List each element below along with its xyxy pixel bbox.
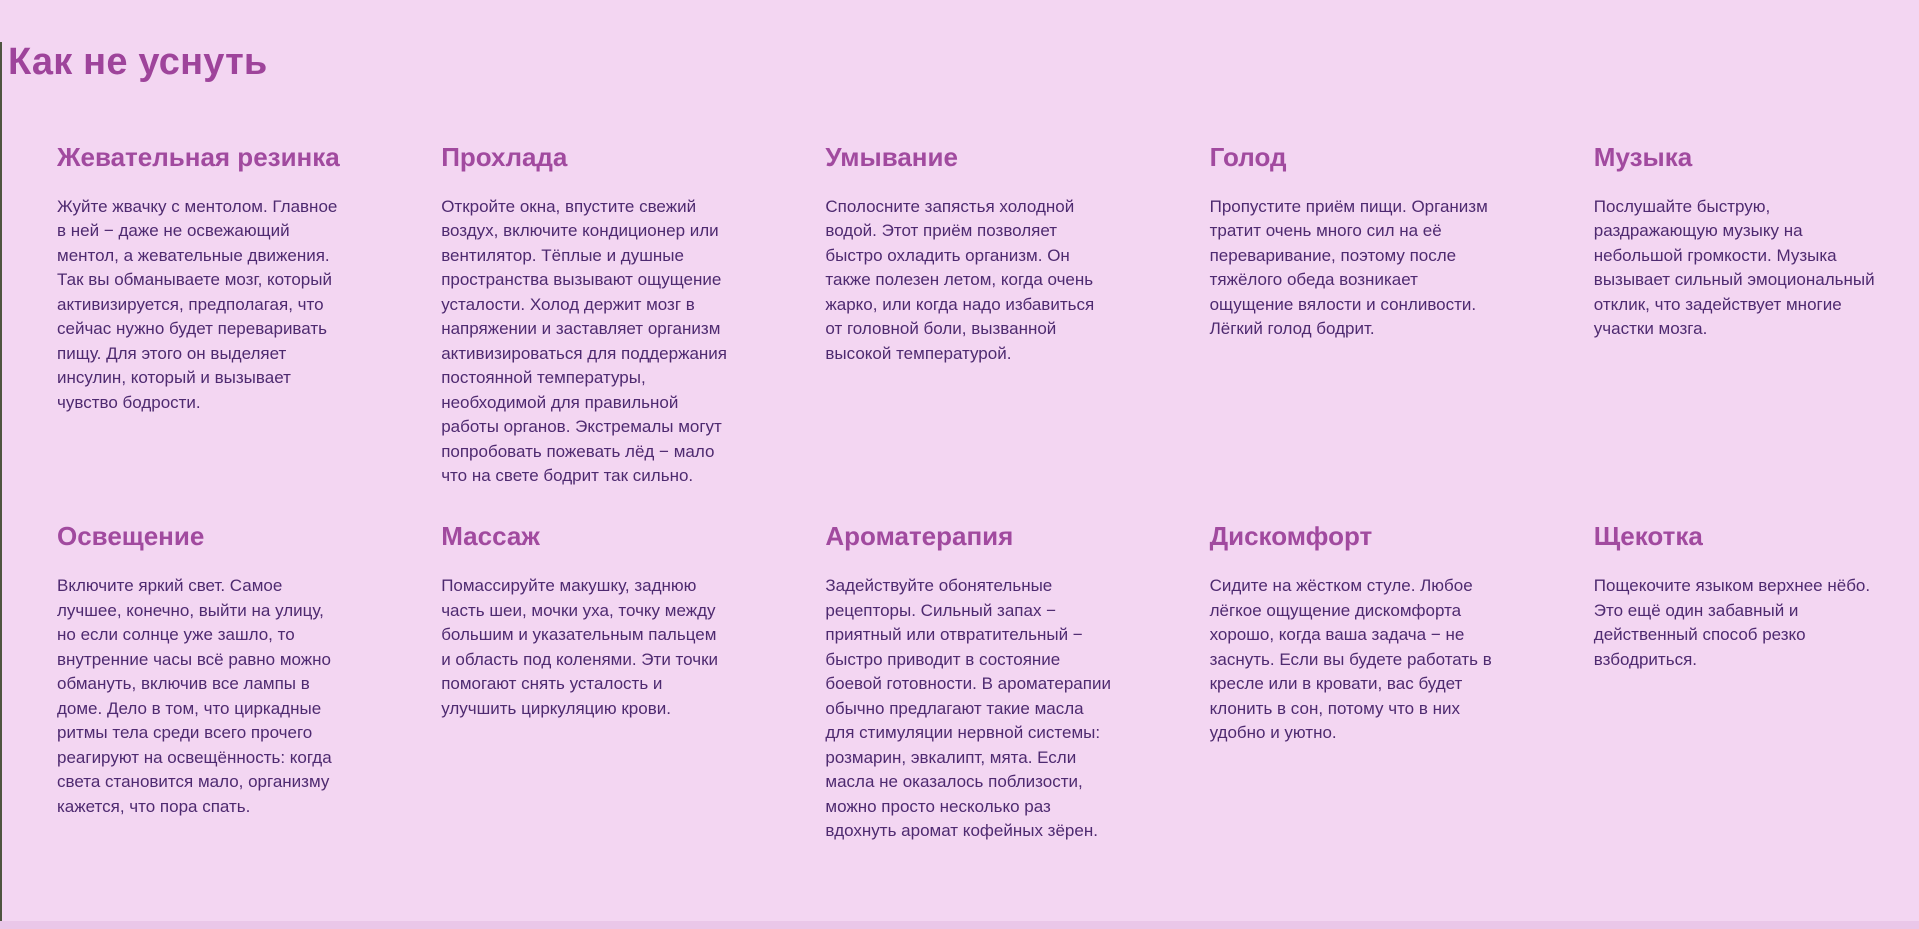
tip-card-massage bbox=[441, 521, 727, 844]
tip-card-music bbox=[1594, 142, 1880, 489]
card-title: Щекотка bbox=[1593, 520, 1703, 551]
tip-card-lighting bbox=[57, 521, 343, 844]
card-body: Послушайте быструю, раздражающую музыку на небольшой громкости. Музыка вызывает сильный эмоциональный отклик, что задействует многие участки мозга. bbox=[1593, 196, 1875, 339]
card-title: Голод bbox=[1209, 141, 1287, 172]
card-body: Сполосните запястья холодной водой. Этот приём позволяет быстро охладить организм. Он также полезен летом, когда очень жарко, или когда надо избавиться от головной боли, вызванной высокой температурой. bbox=[825, 196, 1095, 363]
card-title: Умывание bbox=[825, 141, 958, 172]
card-body: Задействуйте обонятельные рецепторы. Сильный запах − приятный или отвратительный − быстро приводит в состояние боевой готовности. В ароматерапии обычно предлагают такие масла для стимуляции нервной системы: розмарин, эвкалипт, мята. Если масла не оказалось поблизости, можно просто несколько раз вдохнуть аромат кофейных зёрен. bbox=[825, 576, 1111, 841]
tip-card-washing bbox=[825, 142, 1111, 489]
card-body: Жуйте жвачку с ментолом. Главное в ней − даже не освежающий ментол, а жевательные движения. Так вы обманываете мозг, который активизируется, предполагая, что сейчас нужно будет переваривать пищу. Для этого он выделяет инсулин, который и вызывает чувство бодрости. bbox=[57, 196, 338, 412]
card-title: Дискомфорт bbox=[1209, 520, 1373, 551]
tip-card-hunger bbox=[1210, 142, 1496, 489]
tip-card-aromatherapy bbox=[825, 521, 1111, 844]
tip-card-tickling bbox=[1594, 521, 1880, 844]
page-title: Как не уснуть bbox=[8, 41, 268, 83]
tip-card-discomfort bbox=[1210, 521, 1496, 844]
card-title: Освещение bbox=[57, 520, 205, 551]
window-bottom-edge bbox=[0, 921, 1919, 929]
card-body: Включите яркий свет. Самое лучшее, конечно, выйти на улицу, но если солнце уже зашло, то внутренние часы всё равно можно обмануть, включив все лампы в доме. Дело в том, что циркадные ритмы тела среди всего прочего реагируют на освещённость: когда света становится мало, организму кажется, что пора спать. bbox=[57, 576, 332, 816]
card-body: Пропустите приём пищи. Организм тратит очень много сил на её переваривание, поэтому после тяжёлого обеда возникает ощущение вялости и сонливости. Лёгкий голод бодрит. bbox=[1209, 196, 1488, 339]
tip-card-coolness bbox=[441, 142, 727, 489]
card-body: Сидите на жёстком стуле. Любое лёгкое ощущение дискомфорта хорошо, когда ваша задача − не заснуть. Если вы будете работать в кресле или в кровати, вас будет клонить в сон, потому что в них удобно и уютно. bbox=[1209, 576, 1492, 743]
tips-grid bbox=[0, 142, 1919, 904]
window-left-edge bbox=[0, 42, 2, 929]
card-body: Пощекочите языком верхнее нёбо. Это ещё один забавный и действенный способ резко взбодриться. bbox=[1593, 576, 1871, 669]
card-body: Откройте окна, впустите свежий воздух, включите кондиционер или вентилятор. Тёплые и душные пространства вызывают ощущение усталости. Холод держит мозг в напряжении и заставляет организм активизироваться для поддержания постоянной температуры, необходимой для правильной работы органов. Экстремалы могут попробовать пожевать лёд − мало что на свете бодрит так сильно. bbox=[441, 196, 727, 486]
card-title: Жевательная резинка bbox=[57, 141, 340, 172]
card-title: Массаж bbox=[441, 520, 540, 551]
card-title: Прохлада bbox=[441, 141, 568, 172]
card-title: Музыка bbox=[1593, 141, 1693, 172]
card-title: Ароматерапия bbox=[825, 520, 1014, 551]
tip-card-chewing-gum bbox=[57, 142, 343, 489]
card-body: Помассируйте макушку, заднюю часть шеи, мочки уха, точку между большим и указательным пальцем и область под коленями. Эти точки помогают снять усталость и улучшить циркуляцию крови. bbox=[441, 576, 719, 718]
